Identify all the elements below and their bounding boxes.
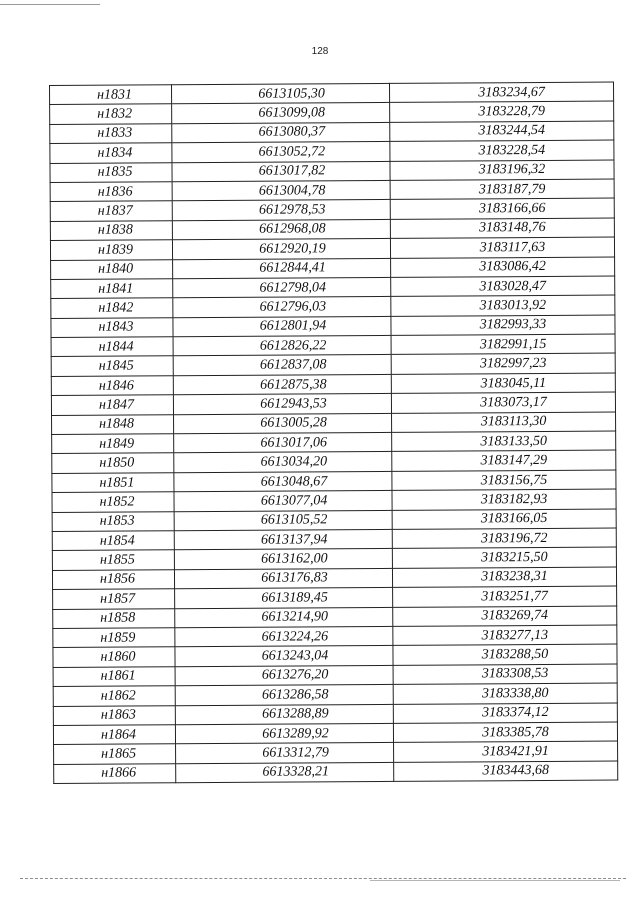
y-coordinate-cell: 3183234,67 <box>389 82 613 103</box>
x-coordinate-cell: 6612796,03 <box>173 297 391 318</box>
point-id-cell: н1860 <box>53 647 175 667</box>
x-coordinate-cell: 6613328,21 <box>176 762 394 783</box>
y-coordinate-cell: 3183421,91 <box>394 741 618 762</box>
y-coordinate-cell: 3183045,11 <box>391 373 615 394</box>
point-id-cell: н1864 <box>53 725 175 745</box>
y-coordinate-cell: 3183228,79 <box>390 101 614 122</box>
y-coordinate-cell: 3183228,54 <box>390 140 614 161</box>
y-coordinate-cell: 3183148,76 <box>390 218 614 239</box>
x-coordinate-cell: 6613286,58 <box>175 685 393 706</box>
point-id-cell: н1833 <box>50 124 172 144</box>
y-coordinate-cell: 3183156,75 <box>392 470 616 491</box>
top-rule <box>0 4 100 5</box>
y-coordinate-cell: 3183443,68 <box>394 761 618 782</box>
y-coordinate-cell: 3183251,77 <box>393 586 617 607</box>
coordinates-table-body <box>50 82 618 783</box>
x-coordinate-cell: 6613105,30 <box>172 83 390 104</box>
x-coordinate-cell: 6613099,08 <box>172 103 390 124</box>
y-coordinate-cell: 3183238,31 <box>392 567 616 588</box>
x-coordinate-cell: 6613224,26 <box>175 626 393 647</box>
y-coordinate-cell: 3183244,54 <box>390 121 614 142</box>
y-coordinate-cell: 3183166,66 <box>390 198 614 219</box>
point-id-cell: н1846 <box>51 376 173 396</box>
y-coordinate-cell: 3183288,50 <box>393 644 617 665</box>
x-coordinate-cell: 6612920,19 <box>172 239 390 260</box>
x-coordinate-cell: 6612943,53 <box>173 394 391 415</box>
point-id-cell: н1859 <box>53 628 175 648</box>
point-id-cell: н1861 <box>53 666 175 686</box>
point-id-cell: н1865 <box>54 744 176 764</box>
x-coordinate-cell: 6613288,89 <box>175 704 393 725</box>
point-id-cell: н1849 <box>52 434 174 454</box>
y-coordinate-cell: 3183338,80 <box>393 683 617 704</box>
y-coordinate-cell: 3183196,32 <box>390 160 614 181</box>
point-id-cell: н1839 <box>50 240 172 260</box>
point-id-cell: н1835 <box>50 162 172 182</box>
x-coordinate-cell: 6613276,20 <box>175 665 393 686</box>
point-id-cell: н1852 <box>52 492 174 512</box>
point-id-cell: н1838 <box>50 220 172 240</box>
x-coordinate-cell: 6613189,45 <box>175 588 393 609</box>
point-id-cell: н1855 <box>52 550 174 570</box>
point-id-cell: н1851 <box>52 473 174 493</box>
x-coordinate-cell: 6612875,38 <box>173 374 391 395</box>
y-coordinate-cell: 3183182,93 <box>392 489 616 510</box>
page-number: 128 <box>311 46 329 57</box>
y-coordinate-cell: 3183113,30 <box>392 412 616 433</box>
x-coordinate-cell: 6613077,04 <box>174 491 392 512</box>
y-coordinate-cell: 3183269,74 <box>393 606 617 627</box>
point-id-cell: н1843 <box>51 317 173 337</box>
point-id-cell: н1837 <box>50 201 172 221</box>
point-id-cell: н1845 <box>51 356 173 376</box>
x-coordinate-cell: 6613137,94 <box>174 529 392 550</box>
x-coordinate-cell: 6613017,06 <box>174 432 392 453</box>
y-coordinate-cell: 3182993,33 <box>391 315 615 336</box>
x-coordinate-cell: 6613004,78 <box>172 180 390 201</box>
point-id-cell: н1844 <box>51 337 173 357</box>
bottom-rule-secondary <box>370 880 620 881</box>
point-id-cell: н1857 <box>53 589 175 609</box>
y-coordinate-cell: 3183013,92 <box>391 295 615 316</box>
x-coordinate-cell: 6613017,82 <box>172 161 390 182</box>
point-id-cell: н1863 <box>53 705 175 725</box>
point-id-cell: н1832 <box>50 104 172 124</box>
point-id-cell: н1847 <box>51 395 173 415</box>
x-coordinate-cell: 6612844,41 <box>173 258 391 279</box>
point-id-cell: н1836 <box>50 182 172 202</box>
x-coordinate-cell: 6613289,92 <box>175 723 393 744</box>
point-id-cell: н1848 <box>52 414 174 434</box>
table-row <box>54 761 618 784</box>
y-coordinate-cell: 3183196,72 <box>392 528 616 549</box>
x-coordinate-cell: 6612978,53 <box>172 200 390 221</box>
y-coordinate-cell: 3182991,15 <box>391 334 615 355</box>
point-id-cell: н1862 <box>53 686 175 706</box>
y-coordinate-cell: 3183215,50 <box>392 547 616 568</box>
x-coordinate-cell: 6613176,83 <box>174 568 392 589</box>
y-coordinate-cell: 3183166,05 <box>392 509 616 530</box>
bottom-rule <box>20 878 626 879</box>
y-coordinate-cell: 3183028,47 <box>391 276 615 297</box>
point-id-cell: н1831 <box>50 85 172 105</box>
x-coordinate-cell: 6613048,67 <box>174 471 392 492</box>
point-id-cell: н1834 <box>50 143 172 163</box>
x-coordinate-cell: 6613214,90 <box>175 607 393 628</box>
coordinates-table <box>49 82 618 785</box>
y-coordinate-cell: 3182997,23 <box>391 354 615 375</box>
x-coordinate-cell: 6613034,20 <box>174 452 392 473</box>
y-coordinate-cell: 3183117,63 <box>390 237 614 258</box>
y-coordinate-cell: 3183147,29 <box>392 450 616 471</box>
y-coordinate-cell: 3183073,17 <box>391 392 615 413</box>
y-coordinate-cell: 3183086,42 <box>391 257 615 278</box>
x-coordinate-cell: 6612826,22 <box>173 335 391 356</box>
point-id-cell: н1866 <box>54 763 176 783</box>
y-coordinate-cell: 3183385,78 <box>393 722 617 743</box>
y-coordinate-cell: 3183308,53 <box>393 664 617 685</box>
x-coordinate-cell: 6612798,04 <box>173 277 391 298</box>
point-id-cell: н1856 <box>52 570 174 590</box>
x-coordinate-cell: 6613052,72 <box>172 142 390 163</box>
x-coordinate-cell: 6613243,04 <box>175 646 393 667</box>
x-coordinate-cell: 6613080,37 <box>172 122 390 143</box>
point-id-cell: н1858 <box>53 608 175 628</box>
y-coordinate-cell: 3183374,12 <box>393 703 617 724</box>
point-id-cell: н1850 <box>52 453 174 473</box>
x-coordinate-cell: 6613105,52 <box>174 510 392 531</box>
x-coordinate-cell: 6613312,79 <box>176 743 394 764</box>
y-coordinate-cell: 3183133,50 <box>392 431 616 452</box>
x-coordinate-cell: 6613162,00 <box>174 549 392 570</box>
point-id-cell: н1841 <box>51 279 173 299</box>
x-coordinate-cell: 6612801,94 <box>173 316 391 337</box>
y-coordinate-cell: 3183187,79 <box>390 179 614 200</box>
x-coordinate-cell: 6612837,08 <box>173 355 391 376</box>
x-coordinate-cell: 6613005,28 <box>174 413 392 434</box>
point-id-cell: н1854 <box>52 531 174 551</box>
point-id-cell: н1853 <box>52 511 174 531</box>
point-id-cell: н1842 <box>51 298 173 318</box>
point-id-cell: н1840 <box>51 259 173 279</box>
x-coordinate-cell: 6612968,08 <box>172 219 390 240</box>
y-coordinate-cell: 3183277,13 <box>393 625 617 646</box>
